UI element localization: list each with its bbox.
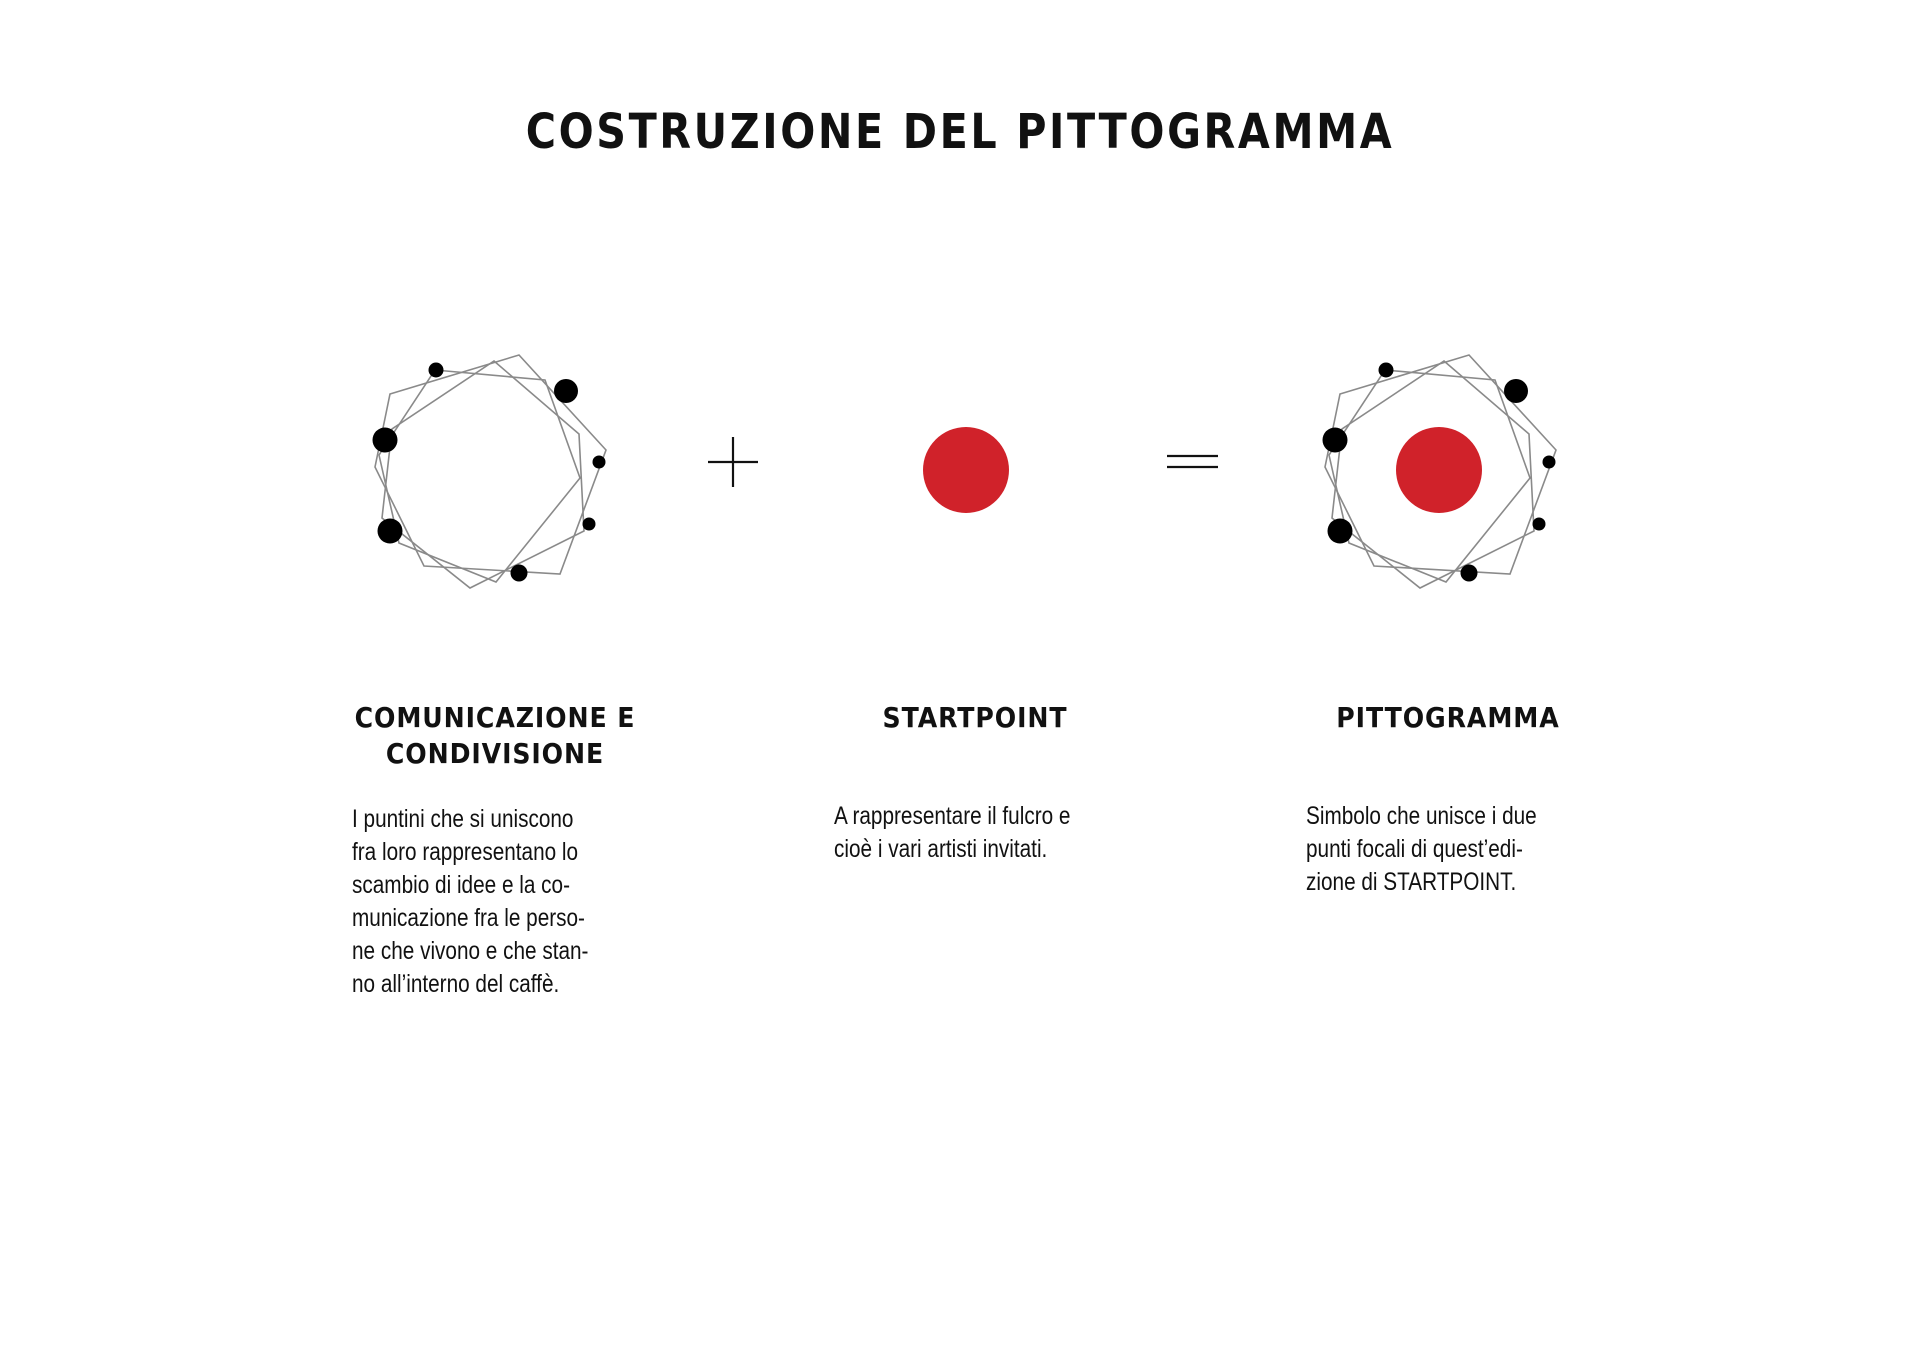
text-line: scambio di idee e la co- [352, 871, 570, 899]
page-title: COSTRUZIONE DEL PITTOGRAMMA [525, 104, 1395, 160]
network-dot [1461, 565, 1478, 582]
combined-pictogram [1323, 355, 1557, 588]
network-dot [583, 518, 596, 531]
text-line: zione di STARTPOINT. [1306, 868, 1517, 896]
network-dot [593, 456, 606, 469]
plus-icon [708, 437, 758, 487]
network-dot [1379, 363, 1394, 378]
text-line: punti focali di quest’edi- [1306, 835, 1523, 863]
text-line: ne che vivono e che stan- [352, 937, 589, 965]
network-dot [1323, 428, 1348, 453]
network-dot [373, 428, 398, 453]
column-text-pictogram [1306, 800, 1537, 899]
network-ring-symbol [373, 355, 607, 588]
column-heading-communication [329, 700, 662, 772]
text-line: municazione fra le perso- [352, 904, 585, 932]
text-line: cioè i vari artisti invitati. [834, 835, 1048, 863]
network-dot [1543, 456, 1556, 469]
network-dot [511, 565, 528, 582]
startpoint-red-dot [1396, 427, 1482, 513]
network-dot [554, 379, 578, 403]
equals-icon [1167, 456, 1218, 467]
column-heading-startpoint [809, 700, 1142, 736]
heading-line: STARTPOINT [882, 701, 1068, 734]
text-line: A rappresentare il fulcro e [834, 802, 1071, 830]
startpoint-red-dot [923, 427, 1009, 513]
text-line: fra loro rappresentano lo [352, 838, 579, 866]
heading-line: PITTOGRAMMA [1336, 701, 1560, 734]
column-text-startpoint [834, 800, 1070, 866]
text-line: Simbolo che unisce i due [1306, 802, 1537, 830]
column-text-communication [352, 803, 588, 1001]
network-dot [1504, 379, 1528, 403]
text-line: I puntini che si uniscono [352, 805, 574, 833]
network-dot [1328, 519, 1353, 544]
network-dot [378, 519, 403, 544]
ring-polygon-c [379, 370, 580, 582]
heading-line: CONDIVISIONE [385, 737, 605, 770]
heading-line: COMUNICAZIONE E [354, 701, 636, 734]
ring-polygon-b [382, 361, 584, 588]
network-dot [429, 363, 444, 378]
network-dot [1533, 518, 1546, 531]
column-heading-pictogram [1282, 700, 1615, 736]
text-line: no all’interno del caffè. [352, 970, 560, 998]
